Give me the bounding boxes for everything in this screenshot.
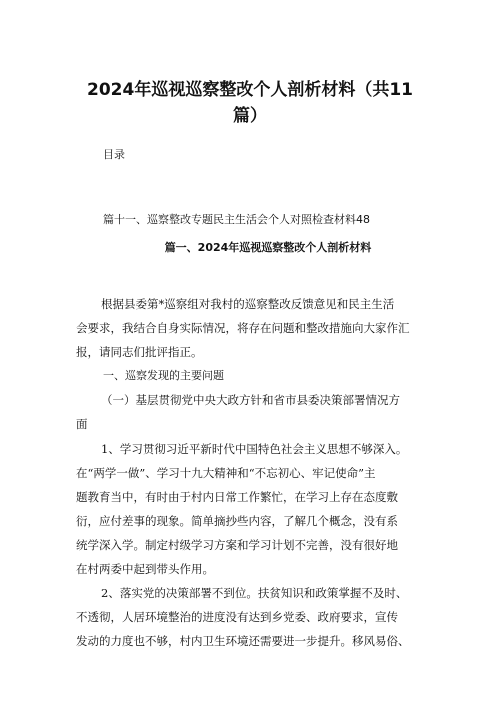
body-line: 报，请同志们批评指正。: [76, 345, 203, 359]
body-line: 发动的力度也不够，村内卫生环境还需要进一步提升。移风易俗、: [76, 634, 410, 648]
document-title-line-2: 篇）: [233, 106, 267, 126]
body-line: 在村两委中起到带头作用。: [76, 562, 214, 576]
body-line: 根据县委第*巡察组对我村的巡察整改反馈意见和民主生活: [101, 297, 395, 311]
section-heading: 篇一、2024年巡视巡察整改个人剖析材料: [164, 241, 372, 254]
body-line: 1、学习贯彻习近平新时代中国特色社会主义思想不够深入。: [101, 442, 408, 456]
body-line: 衍，应付差事的现象。简单摘抄些内容，了解几个概念，没有系: [76, 514, 398, 528]
body-line: 题教育当中，有时由于村内日常工作繁忙，在学习上存在态度敷: [76, 490, 398, 504]
body-line: （一）基层贯彻党中央大政方针和省市县委决策部署情况方: [101, 393, 400, 407]
body-line: 在“两学一做”、学习十九大精神和“不忘初心、牢记使命”主: [76, 466, 376, 480]
toc-label: 目录: [103, 148, 125, 161]
body-line: 面: [76, 417, 88, 431]
toc-entry: 篇十一、巡察整改专题民主生活会个人对照检查材料48: [103, 213, 370, 226]
body-line: 2、落实党的决策部署不到位。扶贫知识和政策掌握不及时、: [101, 586, 408, 600]
body-line: 会要求，我结合自身实际情况，将存在问题和整改措施向大家作汇: [76, 321, 410, 335]
document-title-line-1: 2024年巡视巡察整改个人剖析材料（共11: [87, 80, 413, 100]
sub-heading: 一、巡察发现的主要问题: [103, 369, 224, 382]
body-line: 不透彻，人居环境整治的进度没有达到乡党委、政府要求，宣传: [76, 610, 398, 624]
body-line: 统学深入学。制定村级学习方案和学习计划不完善，没有很好地: [76, 538, 398, 552]
